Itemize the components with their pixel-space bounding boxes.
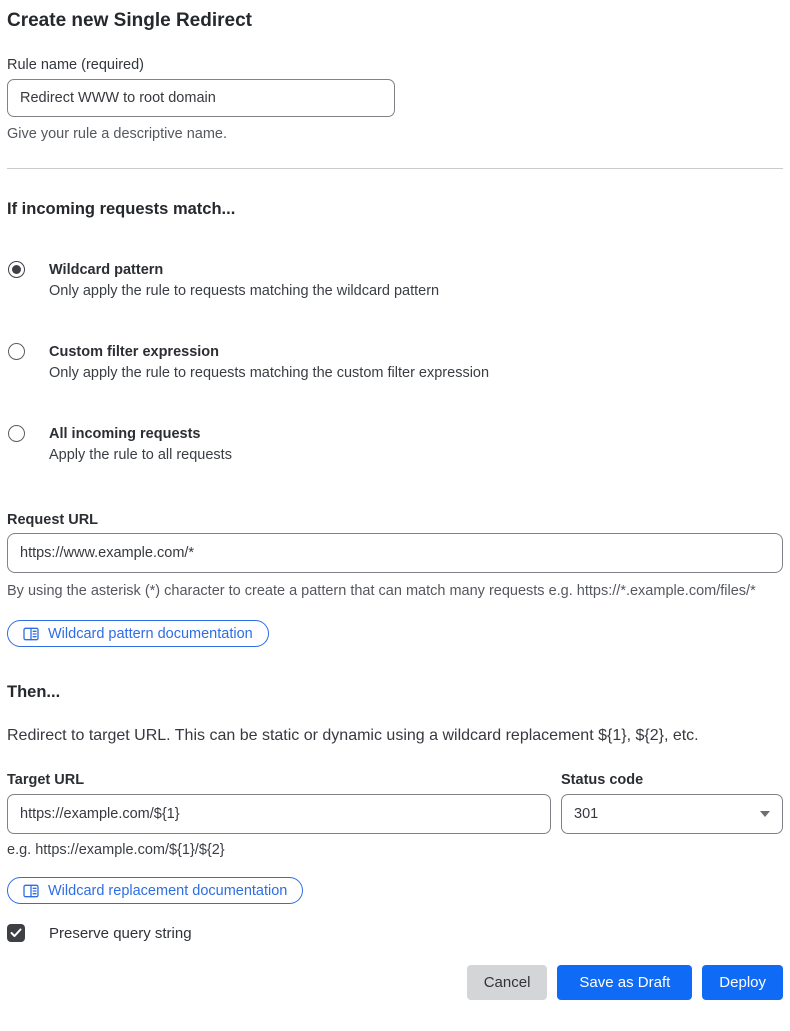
- radio-label: All incoming requests: [49, 426, 201, 442]
- rule-name-label: Rule name (required): [7, 57, 145, 73]
- preserve-query-string-label: Preserve query string: [49, 924, 192, 942]
- preserve-query-string-row[interactable]: [7, 924, 783, 942]
- radio-button-wildcard-pattern[interactable]: [8, 261, 25, 278]
- preserve-query-string-checkbox[interactable]: [7, 924, 25, 942]
- status-code-label: Status code: [561, 772, 644, 788]
- deploy-button[interactable]: Deploy: [702, 965, 783, 1000]
- status-code-value: 301: [574, 806, 599, 822]
- radio-label: Custom filter expression: [49, 344, 220, 360]
- then-section-heading: Then...: [7, 683, 61, 701]
- open-book-icon: [23, 627, 39, 641]
- wildcard-pattern-documentation-button[interactable]: [7, 620, 269, 647]
- radio-description: Only apply the rule to requests matching the custom filter expression: [49, 365, 490, 381]
- radio-description: Only apply the rule to requests matching the wildcard pattern: [49, 283, 440, 299]
- rule-name-input[interactable]: [7, 79, 395, 117]
- target-url-helper: e.g. https://example.com/${1}/${2}: [7, 842, 225, 858]
- request-url-input[interactable]: [7, 533, 783, 573]
- rule-name-helper: Give your rule a descriptive name.: [7, 126, 228, 142]
- radio-button-custom-filter-expression[interactable]: [8, 343, 25, 360]
- save-as-draft-button[interactable]: Save as Draft: [557, 965, 692, 1000]
- doc-button-label: Wildcard pattern documentation: [48, 625, 253, 642]
- target-url-input[interactable]: [7, 794, 551, 834]
- chevron-down-icon: [760, 811, 770, 817]
- then-section-description: Redirect to target URL. This can be static or dynamic using a wildcard replacement ${1}, ${2}, etc.: [7, 727, 699, 744]
- request-url-helper: By using the asterisk (*) character to create a pattern that can match many requests e.g. https://*.example.com/files/*: [7, 583, 756, 599]
- radio-description: Apply the rule to all requests: [49, 447, 232, 463]
- radio-option-all-incoming-requests[interactable]: [7, 424, 783, 467]
- radio-button-all-incoming-requests[interactable]: [8, 425, 25, 442]
- open-book-icon: [23, 884, 39, 898]
- section-divider: [7, 168, 783, 169]
- page-title: Create new Single Redirect: [7, 10, 252, 31]
- check-icon: [10, 928, 22, 938]
- doc-button-label: Wildcard replacement documentation: [48, 882, 288, 899]
- status-code-select[interactable]: [561, 794, 783, 834]
- target-url-label: Target URL: [7, 772, 85, 788]
- radio-option-wildcard-pattern[interactable]: [7, 260, 783, 303]
- request-url-label: Request URL: [7, 512, 99, 528]
- wildcard-replacement-documentation-button[interactable]: [7, 877, 303, 904]
- cancel-button[interactable]: Cancel: [467, 965, 548, 1000]
- radio-label: Wildcard pattern: [49, 262, 164, 278]
- radio-option-custom-filter-expression[interactable]: [7, 342, 783, 385]
- match-section-heading: If incoming requests match...: [7, 200, 236, 218]
